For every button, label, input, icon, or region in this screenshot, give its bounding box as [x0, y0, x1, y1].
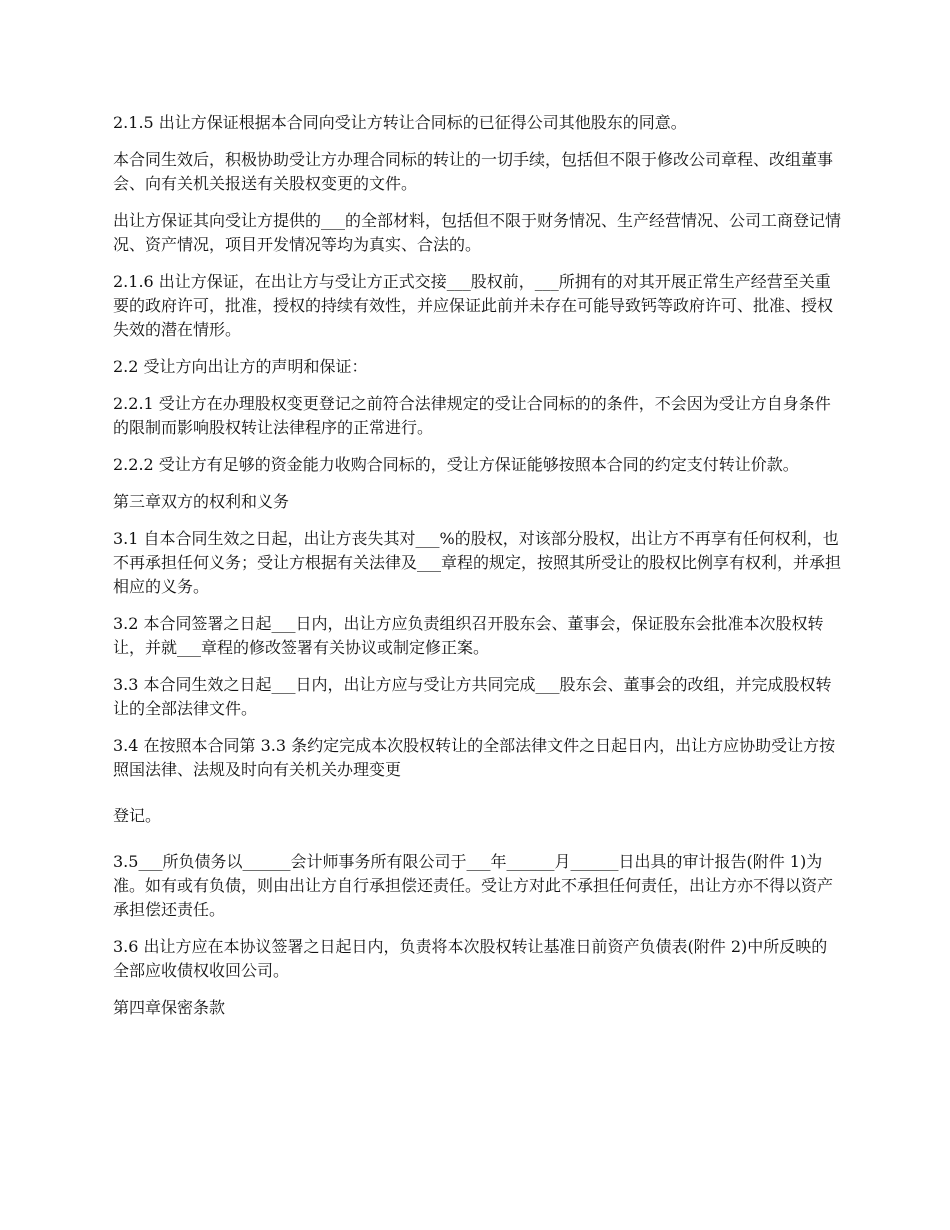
- chapter-3-heading: 第三章双方的权利和义务: [113, 492, 290, 511]
- clause-3-4: 3.4 在按照本合同第 3.3 条约定完成本次股权转让的全部法律文件之日起日内，出让方应协助受让方按照国法律、法规及时向有关机关办理变更: [113, 736, 836, 779]
- clause-3-4-continued: 登记。: [113, 806, 162, 825]
- clause-3-5: 3.5___所负债务以______会计师事务所有限公司于___年______月______日出具的审计报告(附件 1)为准。如有或有负债，则由出让方自行承担偿还责任。受让方对此不承担任何责任，出让方亦不得以资产承担偿还责任。: [113, 852, 834, 919]
- clause-2-2-1: 2.2.1 受让方在办理股权变更登记之前符合法律规定的受让合同标的的条件，不会因为受让方自身条件的限制而影响股权转让法律程序的正常进行。: [113, 394, 831, 437]
- clause-2-2-2: 2.2.2 受让方有足够的资金能力收购合同标的，受让方保证能够按照本合同的约定支付转让价款。: [113, 455, 799, 474]
- section-2-2-heading: 2.2 受让方向出让方的声明和保证：: [113, 357, 368, 376]
- clause-3-1: 3.1 自本合同生效之日起，出让方丧失其对___%的股权，对该部分股权，出让方不再享有任何权利，也不再承担任何义务；受让方根据有关法律及___章程的规定，按照其所受让的股权比例享有权利，并承担相应的义务。: [113, 529, 842, 596]
- chapter-4-heading: 第四章保密条款: [113, 998, 226, 1017]
- clause-3-6: 3.6 出让方应在本协议签署之日起日内，负责将本次股权转让基准日前资产负债表(附件 2)中所反映的全部应收债权收回公司。: [113, 937, 828, 980]
- paragraph-assist-transfer: 本合同生效后，积极协助受让方办理合同标的转让的一切手续，包括但不限于修改公司章程、改组董事会、向有关机关报送有关股权变更的文件。: [113, 150, 834, 193]
- clause-3-2: 3.2 本合同签署之日起___日内，出让方应负责组织召开股东会、董事会，保证股东会批准本次股权转让，并就___章程的修改签署有关协议或制定修正案。: [113, 614, 824, 657]
- paragraph-materials-guarantee: 出让方保证其向受让方提供的___的全部材料，包括但不限于财务情况、生产经营情况、公司工商登记情况、资产情况，项目开发情况等均为真实、合法的。: [113, 211, 842, 254]
- clause-2-1-5: 2.1.5 出让方保证根据本合同向受让方转让合同标的已征得公司其他股东的同意。: [113, 113, 687, 132]
- clause-2-1-6: 2.1.6 出让方保证，在出让方与受让方正式交接___股权前，___所拥有的对其开展正常生产经营至关重要的政府许可，批准，授权的持续有效性，并应保证此前并未存在可能导致钙等政府许可、批准、授权失效的潜在情形。: [113, 272, 834, 339]
- clause-3-3: 3.3 本合同生效之日起___日内，出让方应与受让方共同完成___股东会、董事会的改组，并完成股权转让的全部法律文件。: [113, 675, 832, 718]
